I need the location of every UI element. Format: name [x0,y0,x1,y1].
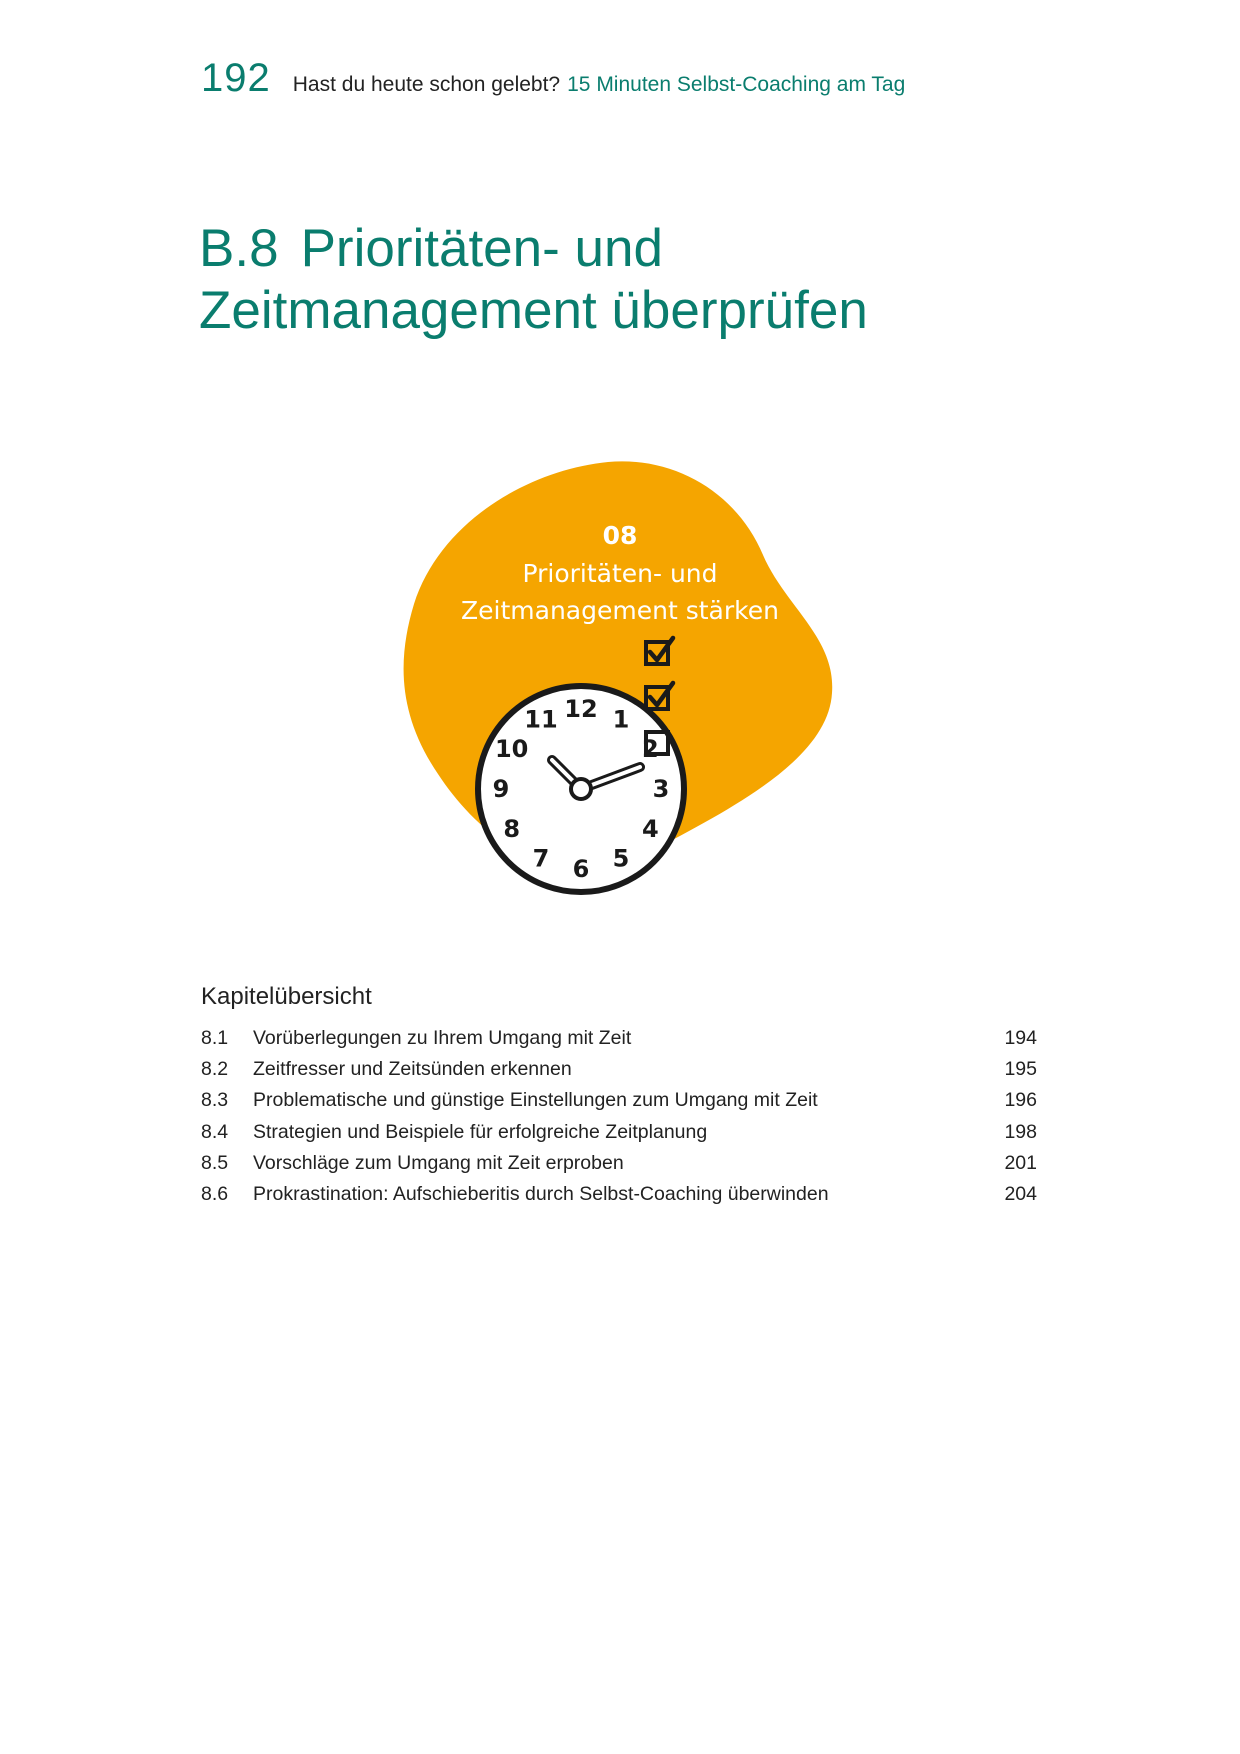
badge-number: 08 [602,521,638,550]
toc-entry-title: Prokrastination: Aufschieberitis durch Selbst-Coaching überwinden [253,1182,829,1205]
clock-numeral: 2 [641,735,659,763]
toc-entry-page: 194 [1004,1027,1037,1049]
clock-numeral: 12 [564,695,598,723]
toc-entry-title: Zeitfresser und Zeitsünden erkennen [253,1058,572,1081]
toc-entry [201,1179,1037,1210]
chapter-title-line2: Zeitmanagement überprüfen [199,281,868,340]
toc-entry [201,1054,1037,1085]
book-subtitle: 15 Minuten Selbst-Coaching am Tag [567,73,906,96]
toc-entry-number: 8.1 [201,1027,229,1049]
toc-entry-page: 198 [1004,1120,1037,1143]
clock-numeral: 11 [524,705,558,734]
clock-numeral: 9 [492,775,510,803]
toc-entry-number: 8.4 [201,1120,229,1143]
badge-line1: Prioritäten- und [522,559,718,588]
clock-center [571,779,591,799]
toc-entry-title: Strategien und Beispiele für erfolgreiche Zeitplanung [253,1120,708,1143]
running-head [201,56,905,101]
clock-numeral: 1 [612,705,630,734]
toc-entry-number: 8.6 [201,1182,229,1205]
chapter-heading [199,218,868,342]
toc-entry [201,1117,1037,1148]
clock-numeral: 10 [494,735,529,763]
toc-entry-page: 201 [1004,1151,1037,1174]
toc-entry-page: 195 [1004,1058,1037,1081]
toc-entry [201,1023,1037,1054]
chapter-number: B.8 [199,219,279,278]
badge-line2: Zeitmanagement stärken [461,596,779,625]
toc-entry-number: 8.2 [201,1058,229,1081]
toc-entry [201,1085,1037,1116]
book-title: Hast du heute schon gelebt? [292,73,561,96]
toc-entry-number: 8.3 [201,1089,229,1112]
chapter-title-line1: Prioritäten- und [300,219,663,278]
toc-entry-title: Vorschläge zum Umgang mit Zeit erproben [253,1151,624,1174]
toc-entry-title: Vorüberlegungen zu Ihrem Umgang mit Zeit [253,1027,632,1049]
toc-list [201,1023,1037,1210]
clock-icon [478,686,684,892]
chapter-illustration [400,460,840,900]
toc-entry [201,1148,1037,1179]
toc-entry-page: 204 [1004,1182,1037,1205]
clock-numeral: 7 [532,844,550,873]
clock-numeral: 5 [612,844,630,873]
page-number: 192 [201,56,271,100]
clock-numeral: 3 [652,775,670,803]
toc-entry-title: Problematische und günstige Einstellungen zum Umgang mit Zeit [253,1089,818,1112]
clock-numeral: 6 [572,855,590,883]
chapter-overview [201,983,1037,1210]
toc-entry-page: 196 [1004,1089,1037,1112]
toc-title: Kapitelübersicht [201,983,372,1010]
illustration-svg [400,460,840,900]
clock-numeral: 4 [641,815,659,843]
toc-entry-number: 8.5 [201,1151,229,1174]
clock-numeral: 8 [503,815,521,843]
